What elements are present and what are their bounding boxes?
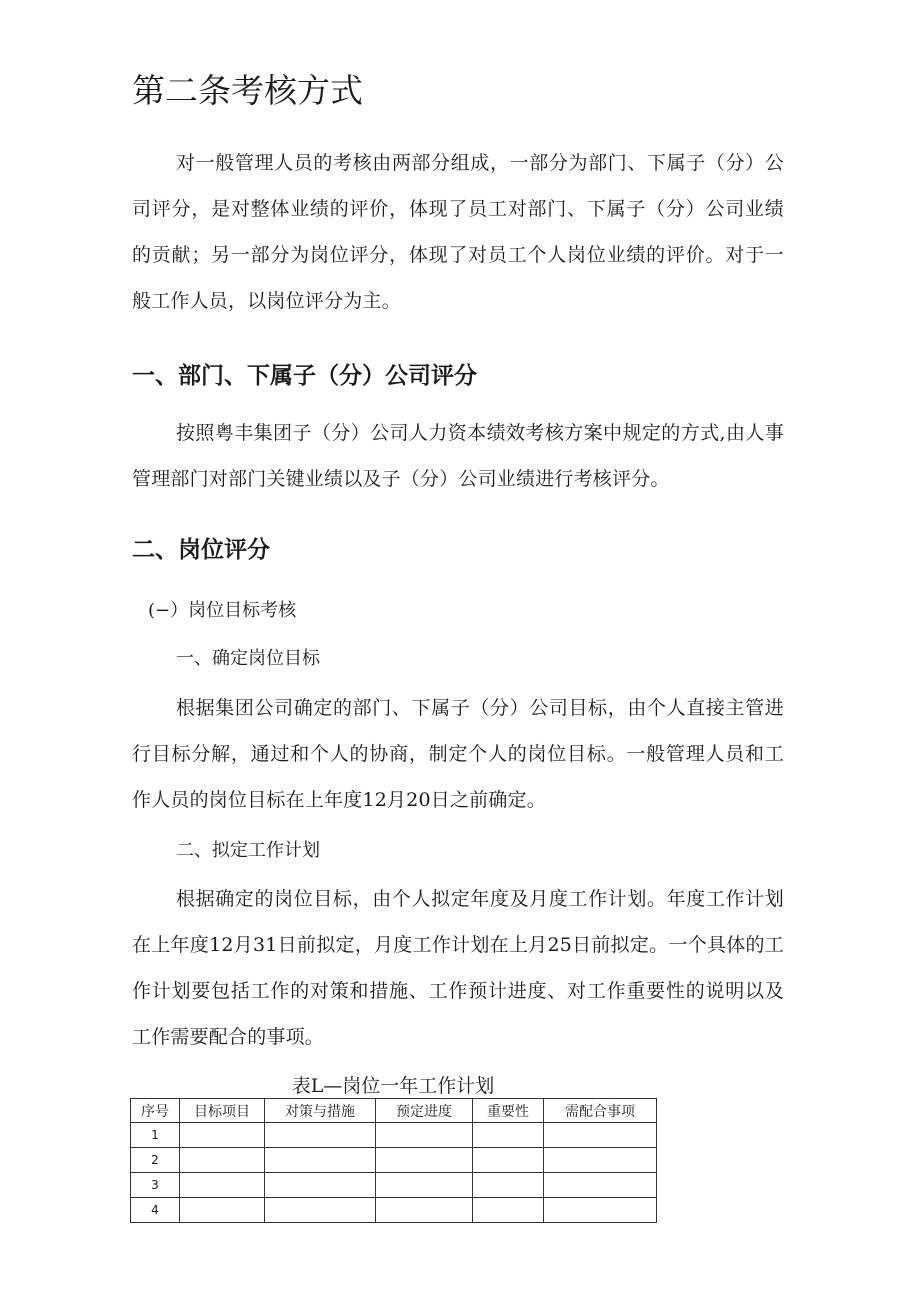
- table-cell: [473, 1198, 544, 1223]
- table-cell: [265, 1123, 376, 1148]
- table-cell: [180, 1148, 265, 1173]
- table-cell: [544, 1148, 657, 1173]
- table-cell: [376, 1148, 473, 1173]
- header-target-item: 目标项目: [180, 1099, 265, 1123]
- subsection-position-target: (−）岗位目标考核: [148, 600, 297, 621]
- step-title-confirm-target: 一、确定岗位目标: [176, 648, 320, 669]
- table-cell: [180, 1198, 265, 1223]
- section-heading-department-score: 一、部门、下属子（分）公司评分: [132, 363, 477, 389]
- table-cell: [473, 1173, 544, 1198]
- table-row: [131, 1173, 657, 1198]
- header-importance: 重要性: [473, 1099, 544, 1123]
- intro-paragraph: 对一般管理人员的考核由两部分组成，一部分为部门、下属子（分）公司评分，是对整体业绩的评价，体现了员工对部门、下属子（分）公司业绩的贡献；另一部分为岗位评分，体现了对员工个人岗位业绩的评价。对于一般工作人员，以岗位评分为主。: [132, 152, 784, 312]
- row-index: 1: [131, 1123, 180, 1148]
- table-cell: [376, 1173, 473, 1198]
- table-cell: [376, 1123, 473, 1148]
- header-cooperation: 需配合事项: [544, 1099, 657, 1123]
- confirm-target-paragraph: 根据集团公司确定的部门、下属子（分）公司目标，由个人直接主管进行目标分解，通过和个人的协商，制定个人的岗位目标。一般管理人员和工作人员的岗位目标在上年度12月20日之前确定。: [132, 697, 784, 811]
- table-cell: [180, 1123, 265, 1148]
- table-row: [131, 1198, 657, 1223]
- table-header-row: [131, 1099, 657, 1123]
- table-cell: [180, 1173, 265, 1198]
- table-cell: [473, 1148, 544, 1173]
- table-caption: 表L—岗位一年工作计划: [291, 1075, 495, 1097]
- table-cell: [265, 1148, 376, 1173]
- table-cell: [544, 1173, 657, 1198]
- step-title-work-plan: 二、拟定工作计划: [176, 840, 320, 861]
- table-row: [131, 1123, 657, 1148]
- table-cell: [473, 1123, 544, 1148]
- page-title: 第二条考核方式: [132, 71, 363, 110]
- row-index: 2: [131, 1148, 180, 1173]
- table-row: [131, 1148, 657, 1173]
- row-index: 3: [131, 1173, 180, 1198]
- table-cell: [544, 1198, 657, 1223]
- work-plan-paragraph: 根据确定的岗位目标，由个人拟定年度及月度工作计划。年度工作计划在上年度12月31日前拟定，月度工作计划在上月25日前拟定。一个具体的工作计划要包括工作的对策和措施、工作预计进度、对工作重要性的说明以及工作需要配合的事项。: [132, 888, 784, 1048]
- header-index: 序号: [131, 1099, 180, 1123]
- table-cell: [376, 1198, 473, 1223]
- row-index: 4: [131, 1198, 180, 1223]
- table-cell: [544, 1123, 657, 1148]
- table-cell: [265, 1173, 376, 1198]
- section-heading-position-score: 二、岗位评分: [132, 537, 270, 563]
- department-score-paragraph: 按照粤丰集团子（分）公司人力资本绩效考核方案中规定的方式,由人事管理部门对部门关键业绩以及子（分）公司业绩进行考核评分。: [132, 422, 784, 490]
- header-schedule: 预定进度: [376, 1099, 473, 1123]
- table-cell: [265, 1198, 376, 1223]
- header-measures: 对策与措施: [265, 1099, 376, 1123]
- annual-work-plan-table: [130, 1098, 657, 1223]
